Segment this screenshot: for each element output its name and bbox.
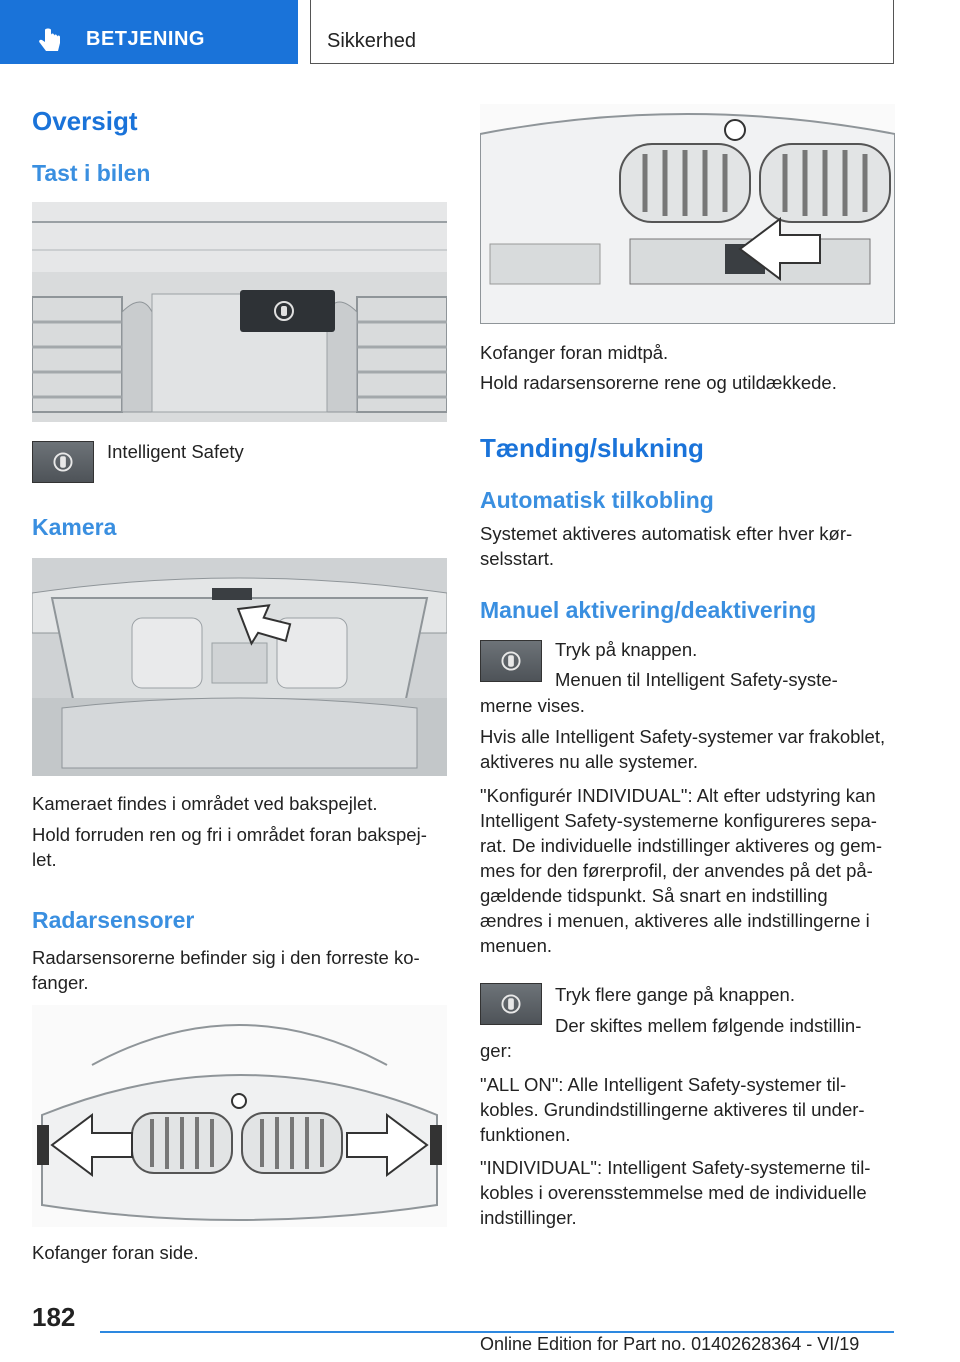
intelligent-safety-button-icon [480, 640, 542, 682]
switch-text-line-1: Der skiftes mellem følgende indstillin- [555, 1015, 862, 1036]
switch-text-line-2: ger: [480, 1040, 512, 1061]
para1-line-1: Hvis alle Intelligent Safety-systemer var frakoblet, [480, 726, 886, 747]
heading-tast-i-bilen: Tast i bilen [32, 160, 151, 186]
heading-automatisk-tilkobling: Automatisk tilkobling [480, 487, 714, 513]
heading-radarsensorer: Radarsensorer [32, 907, 195, 933]
heading-oversigt: Oversigt [32, 106, 138, 136]
para2-line-5: gældende tidspunkt. Så snart en indstilling [480, 885, 828, 906]
radar-text-line-2: fanger. [32, 972, 89, 993]
individual-line-1: "INDIVIDUAL": Intelligent Safety-systemerne til- [480, 1157, 871, 1178]
all-on-line-3: funktionen. [480, 1124, 571, 1145]
camera-location-image [32, 558, 447, 776]
button-caption: Intelligent Safety [107, 441, 244, 462]
para2-line-3: rat. De individuelle indstillinger aktiveres og gem- [480, 835, 883, 856]
camera-text-2-line-1: Hold forruden ren og fri i området foran bakspej- [32, 824, 427, 845]
radar-text-line-1: Radarsensorerne befinder sig i den forreste ko- [32, 947, 420, 968]
para2-line-6: ændres i menuen, aktiveres alle indstillingerne i [480, 910, 870, 931]
footer-divider [100, 1331, 894, 1333]
front-bumper-middle-image [480, 104, 895, 324]
all-on-line-2: kobles. Grundindstillingerne aktiveres til under- [480, 1099, 865, 1120]
menu-text-line-2: merne vises. [480, 695, 585, 716]
hand-pointer-icon [36, 26, 66, 56]
page-number: 182 [32, 1302, 76, 1332]
edition-text: Online Edition for Part no. 01402628364 - VI/19 [480, 1334, 860, 1354]
radar-keep-clean: Hold radarsensorerne rene og utildækkede. [480, 372, 837, 393]
section-header [310, 0, 894, 64]
front-bumper-side-image [32, 1005, 447, 1227]
menu-text-line-1: Menuen til Intelligent Safety-syste- [555, 669, 838, 690]
intelligent-safety-button-icon [32, 441, 94, 483]
all-on-line-1: "ALL ON": Alle Intelligent Safety-systemer til- [480, 1074, 847, 1095]
heading-manuel-aktivering: Manuel aktivering/deaktivering [480, 597, 817, 623]
camera-text-1: Kameraet findes i området ved bakspejlet. [32, 793, 378, 814]
chapter-tab[interactable] [0, 0, 298, 64]
para2-line-2: Intelligent Safety-systemerne konfigureres sepa- [480, 810, 877, 831]
auto-text-line-1: Systemet aktiveres automatisk efter hver kør- [480, 523, 853, 544]
chapter-label: BETJENING [86, 28, 205, 50]
press-button-text: Tryk på knappen. [555, 639, 698, 660]
auto-text-line-2: selsstart. [480, 548, 555, 569]
heading-kamera: Kamera [32, 514, 117, 540]
intelligent-safety-button-icon [480, 983, 542, 1025]
para2-line-4: mes for den førerprofil, der anvendes på det på- [480, 860, 873, 881]
caption-middle: Kofanger foran midtpå. [480, 342, 669, 363]
para1-line-2: aktiveres nu alle systemer. [480, 751, 698, 772]
caption-side: Kofanger foran side. [32, 1242, 199, 1263]
heading-taending-slukning: Tænding/slukning [480, 433, 704, 463]
para2-line-7: menuen. [480, 935, 552, 956]
individual-line-3: indstillinger. [480, 1207, 577, 1228]
press-multi-text: Tryk flere gange på knappen. [555, 984, 795, 1005]
individual-line-2: kobles i overensstemmelse med de individuelle [480, 1182, 867, 1203]
dashboard-button-image [32, 202, 447, 422]
para2-line-1: "Konfigurér INDIVIDUAL": Alt efter udstyring kan [480, 785, 876, 806]
camera-text-2-line-2: let. [32, 849, 57, 870]
section-label: Sikkerhed [327, 30, 416, 52]
